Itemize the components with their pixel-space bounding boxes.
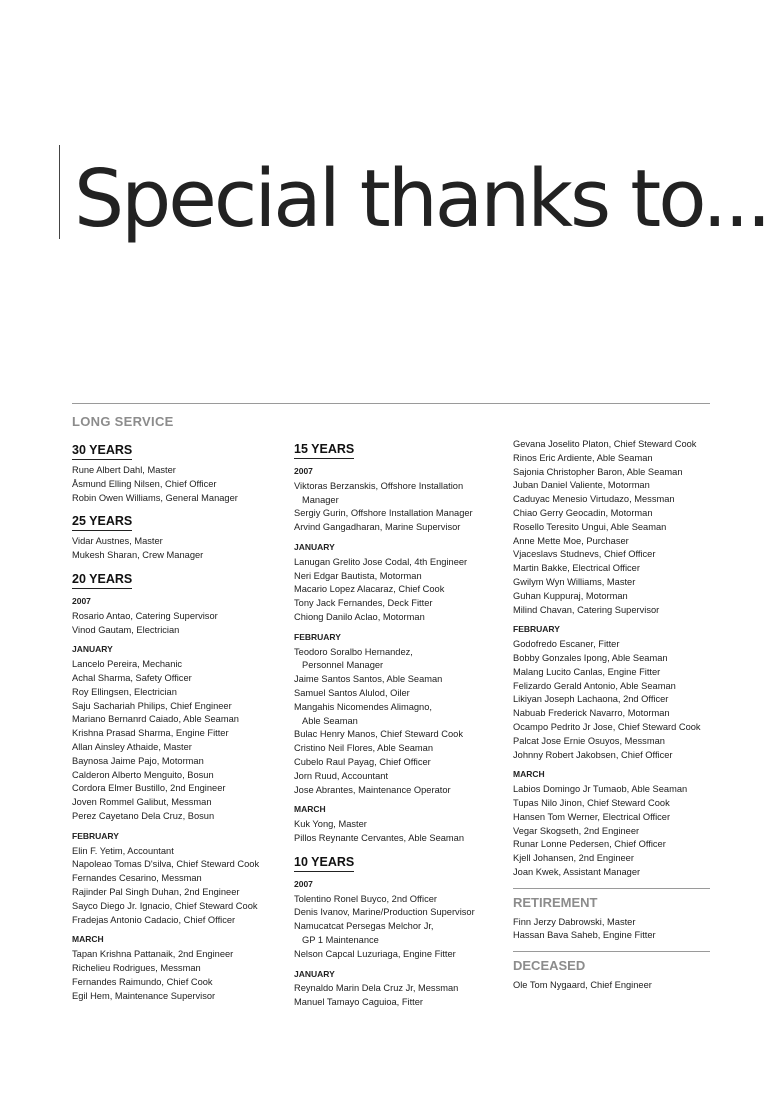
- list-item: GP 1 Maintenance: [302, 934, 379, 945]
- list-10-years-2007: [294, 893, 494, 962]
- list-item: Mangahis Nicomendes Alimagno,: [294, 701, 432, 712]
- subheading-2007: 2007: [294, 466, 313, 476]
- list-item: Kuk Yong, Master: [294, 819, 367, 830]
- list-item: Gevana Joselito Platon, Chief Steward Cook: [513, 439, 697, 449]
- list-item: Ole Tom Nygaard, Chief Engineer: [513, 979, 652, 990]
- list-item: Hassan Bava Saheb, Engine Fitter: [513, 930, 656, 941]
- list-10-years-march: [513, 783, 711, 880]
- list-10-years-february: [513, 638, 711, 762]
- list-item: Fernandes Raimundo, Chief Cook: [72, 976, 213, 987]
- list-item: Rinos Eric Ardiente, Able Seaman: [513, 452, 653, 463]
- retirement-divider: [513, 888, 710, 889]
- list-item: Tupas Nilo Jinon, Chief Steward Cook: [513, 797, 670, 808]
- subheading-january: JANUARY: [72, 644, 113, 655]
- subheading-2007: 2007: [72, 595, 91, 606]
- list-item: Bobby Gonzales Ipong, Able Seaman: [513, 652, 668, 663]
- list-item: Achal Sharma, Safety Officer: [72, 672, 192, 683]
- deceased-divider: [513, 951, 710, 952]
- list-item: Guhan Kuppuraj, Motorman: [513, 590, 628, 601]
- list-item: Hansen Tom Werner, Electrical Officer: [513, 811, 671, 822]
- list-item: Caduyac Menesio Virtudazo, Messman: [513, 494, 675, 505]
- subheading-february: FEBRUARY: [513, 624, 560, 635]
- list-item: Tapan Krishna Pattanaik, 2nd Engineer: [72, 949, 234, 960]
- list-item: Krishna Prasad Sharma, Engine Fitter: [72, 728, 229, 739]
- list-item: Manager: [302, 494, 339, 505]
- list-item: Lanugan Grelito Jose Codal, 4th Engineer: [294, 556, 468, 567]
- list-item: Ocampo Pedrito Jr Jose, Chief Steward Cook: [513, 721, 701, 732]
- list-item: Teodoro Soralbo Hernandez,: [294, 646, 413, 657]
- list-15-years-january: [294, 556, 494, 625]
- list-item: Gwilym Wyn Williams, Master: [513, 576, 636, 587]
- list-item: Anne Mette Moe, Purchaser: [513, 535, 629, 546]
- list-item: Egil Hem, Maintenance Supervisor: [72, 990, 216, 1001]
- column-2: [294, 441, 494, 1010]
- list-item: Sergiy Gurin, Offshore Installation Manager: [294, 508, 473, 519]
- subheading-march: MARCH: [513, 769, 545, 780]
- subheading-january: JANUARY: [294, 968, 335, 979]
- list-20-years-2007: [72, 610, 277, 638]
- list-item: Cristino Neil Flores, Able Seaman: [294, 743, 433, 754]
- list-item: Joven Rommel Galibut, Messman: [72, 797, 212, 808]
- list-item: Bulac Henry Manos, Chief Steward Cook: [294, 729, 463, 740]
- list-item: Cubelo Raul Payag, Chief Officer: [294, 756, 431, 767]
- list-item: Sayco Diego Jr. Ignacio, Chief Steward Cook: [72, 900, 258, 911]
- column-1: [72, 442, 277, 1003]
- list-item: Rune Albert Dahl, Master: [72, 465, 176, 475]
- list-item: Rajinder Pal Singh Duhan, 2nd Engineer: [72, 886, 240, 897]
- list-item: Jaime Santos Santos, Able Seaman: [294, 674, 443, 685]
- list-item: Namucatcat Persegas Melchor Jr,: [294, 921, 434, 932]
- list-item: Vjaceslavs Studnevs, Chief Officer: [513, 549, 656, 560]
- list-retirement: [513, 916, 711, 944]
- list-item: Saju Sachariah Philips, Chief Engineer: [72, 700, 232, 711]
- section-divider: [72, 403, 710, 404]
- list-20-years-february: [72, 845, 277, 928]
- list-item: Baynosa Jaime Pajo, Motorman: [72, 755, 204, 766]
- list-20-years-march: [72, 948, 277, 1003]
- heading-25-years: 25 YEARS: [72, 513, 132, 531]
- list-25-years: [72, 535, 277, 563]
- list-item: Macario Lopez Alacaraz, Chief Cook: [294, 584, 445, 595]
- list-item: Labios Domingo Jr Tumaob, Able Seaman: [513, 784, 688, 795]
- list-item: Milind Chavan, Catering Supervisor: [513, 604, 660, 615]
- list-item: Neri Edgar Bautista, Motorman: [294, 570, 422, 581]
- column-3: [513, 438, 711, 993]
- list-item: Johnny Robert Jakobsen, Chief Officer: [513, 749, 673, 760]
- subheading-2007: 2007: [294, 878, 313, 889]
- list-item: Reynaldo Marin Dela Cruz Jr, Messman: [294, 983, 459, 994]
- list-item: Juban Daniel Valiente, Motorman: [513, 480, 650, 491]
- list-item: Calderon Alberto Menguito, Bosun: [72, 769, 214, 780]
- list-item: Lancelo Pereira, Mechanic: [72, 659, 183, 670]
- list-item: Tolentino Ronel Buyco, 2nd Officer: [294, 893, 437, 904]
- list-item: Roy Ellingsen, Electrician: [72, 686, 177, 697]
- list-item: Denis Ivanov, Marine/Production Supervisor: [294, 907, 475, 918]
- list-item: Nabuab Frederick Navarro, Motorman: [513, 708, 670, 719]
- list-item: Chiao Gerry Geocadin, Motorman: [513, 507, 653, 518]
- list-item: Sajonia Christopher Baron, Able Seaman: [513, 466, 683, 477]
- list-item: Arvind Gangadharan, Marine Supervisor: [294, 522, 461, 533]
- list-item: Nelson Capcal Luzuriaga, Engine Fitter: [294, 948, 456, 959]
- list-item: Likiyan Joseph Lachaona, 2nd Officer: [513, 694, 669, 705]
- subheading-january: JANUARY: [294, 541, 335, 552]
- list-item: Samuel Santos Alulod, Oiler: [294, 687, 410, 698]
- list-item: Robin Owen Williams, General Manager: [72, 492, 238, 503]
- list-item: Fradejas Antonio Cadacio, Chief Officer: [72, 914, 236, 925]
- subheading-march: MARCH: [294, 804, 326, 815]
- list-item: Finn Jerzy Dabrowski, Master: [513, 916, 636, 927]
- list-10-years-january-continued: [513, 438, 711, 617]
- long-service-label: LONG SERVICE: [72, 414, 174, 429]
- subheading-february: FEBRUARY: [72, 830, 119, 841]
- list-item: Kjell Johansen, 2nd Engineer: [513, 853, 634, 864]
- list-item: Rosello Teresito Ungui, Able Seaman: [513, 521, 667, 532]
- list-item: Rosario Antao, Catering Supervisor: [72, 610, 218, 621]
- list-item: Mariano Bernanrd Caiado, Able Seaman: [72, 714, 239, 725]
- list-15-years-february: [294, 646, 494, 798]
- list-item: Personnel Manager: [302, 660, 384, 671]
- list-item: Mukesh Sharan, Crew Manager: [72, 550, 204, 561]
- list-item: Able Seaman: [302, 715, 358, 726]
- list-item: Jose Abrantes, Maintenance Operator: [294, 784, 451, 795]
- heading-30-years: 30 YEARS: [72, 442, 132, 460]
- list-item: Fernandes Cesarino, Messman: [72, 873, 202, 884]
- list-30-years: [72, 464, 277, 505]
- list-item: Åsmund Elling Nilsen, Chief Officer: [72, 478, 217, 489]
- list-item: Manuel Tamayo Caguioa, Fitter: [294, 997, 424, 1008]
- retirement-label: RETIREMENT: [513, 894, 598, 910]
- list-item: Napoleao Tomas D'silva, Chief Steward Cook: [72, 859, 260, 870]
- heading-20-years: 20 YEARS: [72, 571, 132, 589]
- page-title: Special thanks to...: [74, 153, 769, 245]
- list-item: Perez Cayetano Dela Cruz, Bosun: [72, 810, 215, 821]
- list-item: Jorn Ruud, Accountant: [294, 770, 389, 781]
- heading-10-years: 10 YEARS: [294, 854, 354, 872]
- list-item: Godofredo Escaner, Fitter: [513, 639, 620, 650]
- list-item: Felizardo Gerald Antonio, Able Seaman: [513, 680, 676, 691]
- list-item: Viktoras Berzanskis, Offshore Installation: [294, 480, 464, 491]
- list-item: Tony Jack Fernandes, Deck Fitter: [294, 598, 433, 609]
- list-item: Vegar Skogseth, 2nd Engineer: [513, 825, 640, 836]
- list-item: Cordora Elmer Bustillo, 2nd Engineer: [72, 783, 226, 794]
- list-item: Joan Kwek, Assistant Manager: [513, 866, 641, 877]
- deceased-label: DECEASED: [513, 958, 586, 974]
- list-item: Richelieu Rodrigues, Messman: [72, 962, 201, 973]
- list-item: Pillos Reynante Cervantes, Able Seaman: [294, 832, 465, 843]
- list-item: Allan Ainsley Athaide, Master: [72, 741, 192, 752]
- list-item: Runar Lonne Pedersen, Chief Officer: [513, 839, 666, 850]
- list-20-years-january: [72, 658, 277, 824]
- list-15-years-march: [294, 818, 494, 846]
- title-accent-bar: [59, 145, 60, 239]
- subheading-march: MARCH: [72, 934, 104, 945]
- list-item: Chiong Danilo Aclao, Motorman: [294, 611, 425, 622]
- list-item: Vidar Austnes, Master: [72, 536, 163, 547]
- list-item: Martin Bakke, Electrical Officer: [513, 563, 640, 574]
- list-item: Elin F. Yetim, Accountant: [72, 845, 174, 856]
- list-10-years-january: [294, 982, 494, 1010]
- list-15-years-2007: [294, 480, 494, 535]
- list-item: Malang Lucito Canlas, Engine Fitter: [513, 666, 661, 677]
- list-deceased: [513, 979, 711, 993]
- list-item: Vinod Gautam, Electrician: [72, 624, 180, 635]
- heading-15-years: 15 YEARS: [294, 441, 354, 459]
- subheading-february: FEBRUARY: [294, 631, 341, 642]
- list-item: Palcat Jose Ernie Osuyos, Messman: [513, 735, 665, 746]
